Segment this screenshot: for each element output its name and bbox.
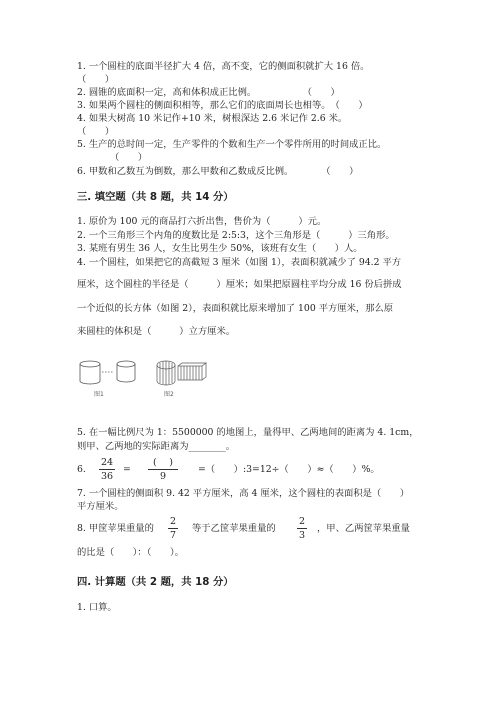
fill-item-4-line3: 一个近似的长方体（如图 2），表面积就比原来增加了 100 平方厘米，那么原 xyxy=(77,303,394,314)
fill-item-8-lead: 8. 甲筐苹果重量的 xyxy=(77,523,154,534)
section-4-title: 四. 计算题（共 2 题，共 18 分） xyxy=(77,576,234,588)
figure-2-caption: 图2 xyxy=(164,391,174,398)
fill-item-5-line1: 5. 在一幅比例尺为 1：5500000 的地图上，量得甲、乙两地间的距离为 4. 1cm， xyxy=(77,427,419,438)
fraction-2-7 xyxy=(168,516,178,541)
fraction-numerator[interactable]: ( ) xyxy=(153,457,173,468)
judge-item-3: 3. 如果两个圆柱的侧面积相等，那么它们的底面周长也相等。 （ ） xyxy=(77,100,368,111)
judge-item-4: 4. 如果大树高 10 米记作+10 米，树根深达 2.6 米记作 2.6 米。 xyxy=(77,113,348,124)
fraction-denominator: 3 xyxy=(298,530,306,541)
fill-item-4-line1: 4. 一个圆柱，如果把它的高截短 3 厘米（如图 1），表面积就减少了 94.2 平方 xyxy=(77,257,402,268)
judge-answer-5[interactable]: （ ） xyxy=(110,152,148,163)
equals-sign: = xyxy=(123,464,131,475)
fraction-bar xyxy=(168,528,178,529)
calc-item-1: 1. 口算。 xyxy=(77,602,117,613)
fraction-denominator: 36 xyxy=(100,471,114,482)
fraction-numerator: 2 xyxy=(169,516,177,527)
fill-item-8-line2: 的比是（ ）：（ ）。 xyxy=(77,547,184,558)
fraction-blank-9 xyxy=(148,457,178,482)
fraction-denominator: 7 xyxy=(169,530,177,541)
fraction-denominator: 9 xyxy=(159,471,167,482)
fraction-bar xyxy=(297,528,307,529)
fraction-numerator: 2 xyxy=(298,516,306,527)
section-3-title: 三. 填空题（共 8 题，共 14 分） xyxy=(77,191,234,203)
fill-item-3: 3. 某班有男生 36 人，女生比男生少 50%，该班有女生（ ）人。 xyxy=(77,243,363,254)
fraction-bar xyxy=(99,469,115,470)
fill-item-1: 1. 原价为 100 元的商品打六折出售，售价为（ ）元。 xyxy=(77,216,327,227)
fill-item-7-line1: 7. 一个圆柱的侧面积 9. 42 平方厘米，高 4 厘米，这个圆柱的表面积是（ ） xyxy=(77,488,410,499)
judge-item-6: 6. 甲数和乙数互为倒数，那么甲数和乙数成反比例。 （ ） xyxy=(77,166,359,177)
fraction-2-3 xyxy=(297,516,307,541)
fill-item-5-line2: 则甲、乙两地的实际距离为________。 xyxy=(77,441,236,452)
judge-answer-1[interactable]: （ ） xyxy=(77,74,115,85)
fill-item-4-line2: 厘米，这个圆柱的半径是（ ）厘米；如果把原圆柱平均分成 16 份后拼成 xyxy=(77,279,402,290)
judge-item-1: 1. 一个圆柱的底面半径扩大 4 倍，高不变，它的侧面积就扩大 16 倍。 xyxy=(77,61,370,72)
fill-item-6-number: 6. xyxy=(77,464,86,475)
fill-item-8-mid: 等于乙筐苹果重量的 xyxy=(192,523,276,534)
fill-item-6-rest: =（ ）:3=12÷（ ）≈（ ）%。 xyxy=(198,464,380,475)
fill-item-7-line2: 平方厘米。 xyxy=(77,501,124,512)
figure-1-caption: 图1 xyxy=(94,391,104,398)
fill-item-8-tail: ，甲、乙两筐苹果重量 xyxy=(317,523,410,534)
judge-item-2: 2. 圆锥的底面积一定，高和体积成正比例。 （ ） xyxy=(77,87,340,98)
fill-item-2: 2. 一个三角形三个内角的度数比是 2:5:3，这个三角形是（ ）三角形。 xyxy=(77,230,395,241)
fill-item-4-line4: 来圆柱的体积是（ ）立方厘米。 xyxy=(77,326,236,337)
cylinder-figures xyxy=(78,355,218,400)
fraction-bar xyxy=(148,469,178,470)
fraction-numerator: 24 xyxy=(100,457,114,468)
judge-answer-4[interactable]: （ ） xyxy=(77,126,115,137)
judge-item-5: 5. 生产的总时间一定，生产零件的个数和生产一个零件所用的时间成正比。 xyxy=(77,139,387,150)
fraction-24-36 xyxy=(99,457,115,482)
